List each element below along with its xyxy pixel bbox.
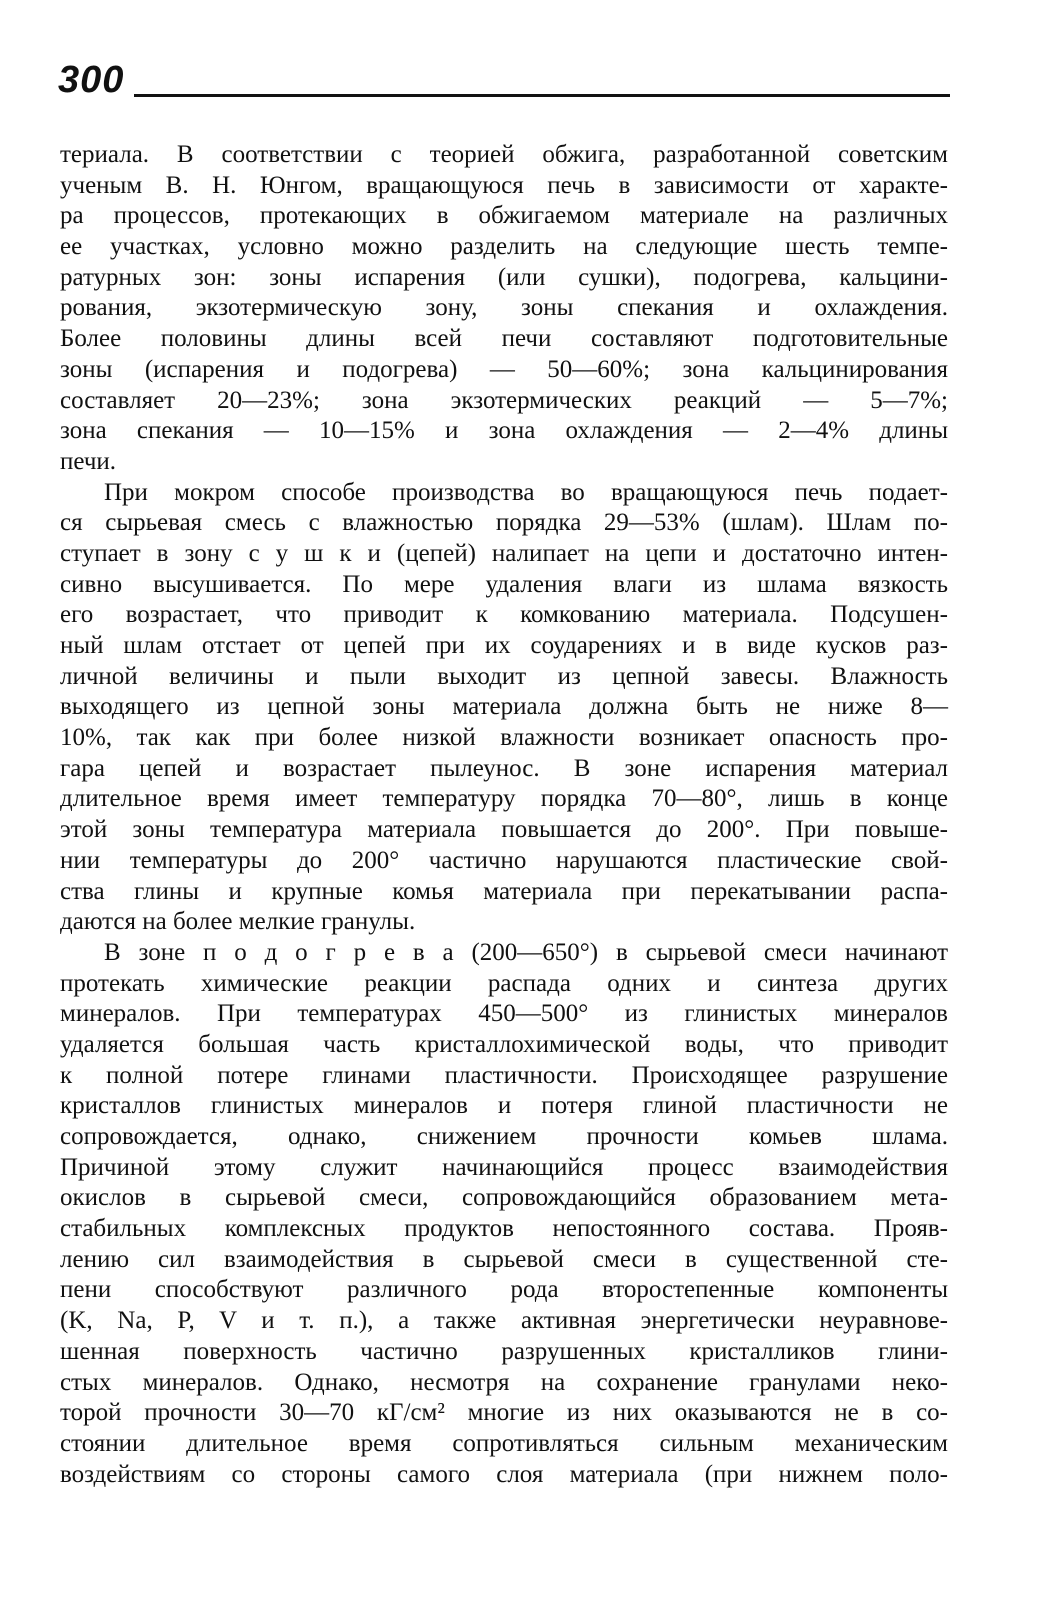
text-line: пени способствуют различного рода второстепенные компоненты [60,1276,948,1304]
text-line: стых минералов. Однако, несмотря на сохранение гранулами неко- [60,1368,948,1396]
text-line: воздействиям со стороны самого слоя материала (при нижнем поло- [60,1460,948,1488]
text-line: ратурных зон: зоны испарения (или сушки), подогрева, кальцини- [60,263,948,291]
text-line: сопровождается, однако, снижением прочности комьев шлама. [60,1123,948,1150]
text-line: сивно высушивается. По мере удаления влаги из шлама вязкость [60,570,948,598]
text-line: торой прочности 30—70 кГ/см² многие из них оказываются не в со- [60,1399,948,1427]
text-line: ступает в зону с у ш к и (цепей) налипает на цепи и достаточно интен- [60,539,948,567]
header-rule [134,94,950,97]
text-line: к полной потере глинами пластичности. Происходящее разрушение [60,1061,948,1089]
text-line: ра процессов, протекающих в обжигаемом материале на различных [60,202,948,230]
text-line: удаляется большая часть кристаллохимической воды, что приводит [60,1030,948,1058]
text-line: выходящего из цепной зоны материала должна быть не ниже 8— [60,693,948,721]
text-line: кристаллов глинистых минералов и потеря глиной пластичности не [60,1092,948,1120]
text-line: ный шлам отстает от цепей при их соударениях и в виде кусков раз- [60,632,948,659]
text-line: даются на более мелкие гранулы. [60,908,416,936]
text-line: При мокром способе производства во вращающуюся печь подает- [104,478,948,506]
text-line: Более половины длины всей печи составляют подготовительные [60,325,948,353]
page-number: 300 [58,59,125,101]
page-header [58,58,950,102]
text-line: протекать химические реакции распада одних и синтеза других [60,969,948,997]
text-line: составляет 20—23%; зона экзотермических реакций — 5—7%; [60,386,948,414]
text-line: этой зоны температура материала повышается до 200°. При повыше- [60,816,948,844]
text-line: длительное время имеет температуру порядка 70—80°, лишь в конце [60,785,948,813]
text-line: зоны (испарения и подогрева) — 50—60%; зона кальцинирования [60,355,948,383]
text-line: стабильных комплексных продуктов непостоянного состава. Прояв- [60,1215,948,1243]
text-line: личной величины и пыли выходит из цепной завесы. Влажность [60,662,948,690]
text-line: (K, Na, P, V и т. п.), а также активная энергетически неуравнове- [60,1307,948,1335]
text-line: гара цепей и возрастает пылеунос. В зоне испарения материал [60,754,948,782]
text-line: ученым В. Н. Юнгом, вращающуюся печь в зависимости от характе- [60,171,948,199]
text-line: ства глины и крупные комья материала при перекатывании распа- [60,877,948,905]
text-line: ее участках, условно можно разделить на следующие шесть темпе- [60,233,948,261]
text-line: териала. В соответствии с теорией обжига, разработанной советским [60,141,948,168]
text-line: В зоне п о д о г р е в а (200—650°) в сырьевой смеси начинают [104,938,948,966]
text-line: Причиной этому служит начинающийся процесс взаимодействия [60,1153,948,1181]
text-line: рования, экзотермическую зону, зоны спекания и охлаждения. [60,294,948,322]
text-line: зона спекания — 10—15% и зона охлаждения — 2—4% длины [60,417,948,445]
text-line: шенная поверхность частично разрушенных кристалликов глини- [60,1337,948,1365]
text-line: нии температуры до 200° частично нарушаются пластические свой- [60,846,948,874]
text-line: лению сил взаимодействия в сырьевой смеси в существенной сте- [60,1245,948,1273]
text-line: ся сырьевая смесь с влажностью порядка 29—53% (шлам). Шлам по- [60,509,948,537]
body-text [60,140,948,1490]
text-line: стоянии длительное время сопротивляться сильным механическим [60,1429,948,1457]
text-line: окислов в сырьевой смеси, сопровождающийся образованием мета- [60,1184,948,1212]
text-line: его возрастает, что приводит к комкованию материала. Подсушен- [60,601,948,629]
text-line: минералов. При температурах 450—500° из глинистых минералов [60,1000,948,1028]
text-line: 10%, так как при более низкой влажности возникает опасность про- [60,724,948,752]
text-line: печи. [60,447,117,475]
